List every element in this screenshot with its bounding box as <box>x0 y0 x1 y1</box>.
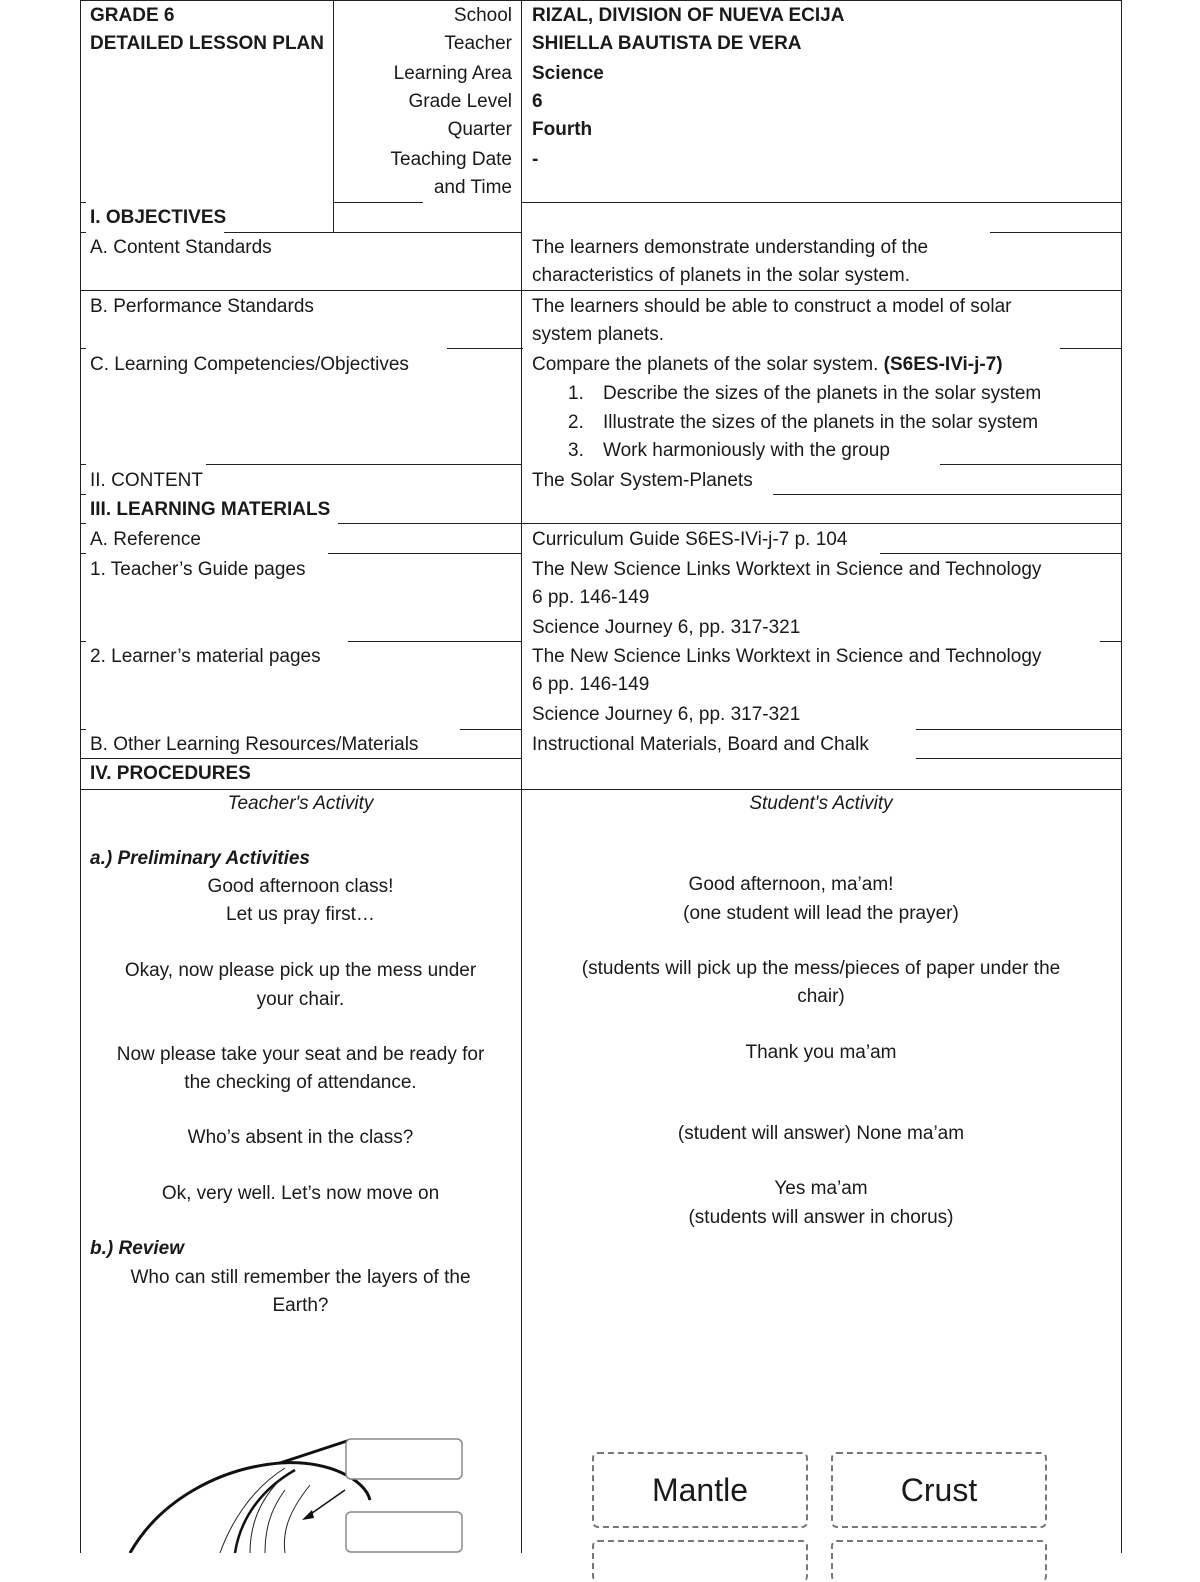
student-activity-header: Student's Activity <box>749 793 893 814</box>
school-label: School <box>453 5 512 26</box>
competency-code: (S6ES-IVi-j-7) <box>883 354 1003 375</box>
student-line-yes: Yes ma’am <box>774 1178 868 1199</box>
competency-item-2: Illustrate the sizes of the planets in the solar system <box>603 412 1039 433</box>
grade-title: GRADE 6 <box>90 5 175 26</box>
competencies-intro <box>532 351 1003 379</box>
header-divider <box>333 0 334 232</box>
learners-material-line3: Science Journey 6, pp. 317-321 <box>532 704 801 725</box>
competencies-label: C. Learning Competencies/Objectives <box>90 354 409 375</box>
crust-label-card[interactable] <box>831 1452 1047 1528</box>
learning-area-value: Science <box>532 63 604 84</box>
label-card-3[interactable] <box>592 1540 808 1582</box>
teacher-line-seat-1: Now please take your seat and be ready for <box>116 1044 485 1065</box>
learners-material-label: 2. Learner’s material pages <box>90 646 321 667</box>
teacher-value: SHIELLA BAUTISTA DE VERA <box>532 33 802 54</box>
student-line-thanks: Thank you ma’am <box>745 1042 897 1063</box>
teachers-guide-label: 1. Teacher’s Guide pages <box>90 559 306 580</box>
performance-standards-line1: The learners should be able to construct a model of solar <box>532 296 1012 317</box>
procedures-heading: IV. PROCEDURES <box>90 763 251 784</box>
content-standards-line2: characteristics of planets in the solar system. <box>532 265 911 286</box>
student-line-prayer: (one student will lead the prayer) <box>683 903 959 924</box>
teaching-time-label: and Time <box>433 177 512 198</box>
other-resources-label: B. Other Learning Resources/Materials <box>90 734 419 755</box>
competency-item-1: Describe the sizes of the planets in the solar system <box>603 383 1042 404</box>
teachers-guide-line2: 6 pp. 146-149 <box>532 587 650 608</box>
quarter-value: Fourth <box>532 119 593 140</box>
blank-label-box-2 <box>346 1512 462 1552</box>
review-line-1: Who can still remember the layers of the <box>130 1267 471 1288</box>
learners-material-line1: The New Science Links Worktext in Science and Technology <box>532 646 1042 667</box>
content-standards-line1: The learners demonstrate understanding of the <box>532 237 929 258</box>
content-standards-label: A. Content Standards <box>90 237 272 258</box>
competency-item-2-num: 2. <box>568 412 584 433</box>
teacher-line-mess-1: Okay, now please pick up the mess under <box>124 960 477 981</box>
earth-crust-outline <box>130 1463 370 1553</box>
review-heading: b.) Review <box>90 1238 184 1259</box>
learners-material-line2: 6 pp. 146-149 <box>532 674 650 695</box>
student-line-mess-2: chair) <box>797 986 845 1007</box>
teacher-line-pray: Let us pray first… <box>226 904 375 925</box>
student-line-chorus: (students will answer in chorus) <box>688 1207 954 1228</box>
teaching-date-value: - <box>532 149 539 170</box>
arrow-head <box>302 1510 314 1520</box>
content-value: The Solar System-Planets <box>532 470 753 491</box>
label-card-4[interactable] <box>831 1540 1047 1582</box>
competency-item-3: Work harmoniously with the group <box>603 440 890 461</box>
teacher-activity-header: Teacher's Activity <box>227 793 374 814</box>
other-resources-value: Instructional Materials, Board and Chalk <box>532 734 869 755</box>
reference-label: A. Reference <box>90 529 201 550</box>
student-line-mess-1: (students will pick up the mess/pieces of paper under the <box>581 958 1061 979</box>
competency-item-3-num: 3. <box>568 440 584 461</box>
content-heading: II. CONTENT <box>90 470 203 491</box>
quarter-label: Quarter <box>447 119 512 140</box>
review-line-2: Earth? <box>272 1295 329 1316</box>
plan-type-title: DETAILED LESSON PLAN <box>90 33 324 54</box>
preliminary-heading: a.) Preliminary Activities <box>90 848 311 869</box>
teachers-guide-line1: The New Science Links Worktext in Science and Technology <box>532 559 1042 580</box>
reference-value: Curriculum Guide S6ES-IVi-j-7 p. 104 <box>532 529 848 550</box>
competency-item-1-num: 1. <box>568 383 584 404</box>
mantle-label-text: Mantle <box>651 1471 749 1508</box>
teachers-guide-line3: Science Journey 6, pp. 317-321 <box>532 617 801 638</box>
earth-layers-diagram <box>110 1430 480 1553</box>
teacher-line-greeting: Good afternoon class! <box>207 876 394 897</box>
learning-area-label: Learning Area <box>393 63 512 84</box>
student-line-greeting: Good afternoon, ma’am! <box>688 874 894 895</box>
competencies-intro-text: Compare the planets of the solar system. <box>532 354 879 375</box>
teacher-line-absent: Who’s absent in the class? <box>187 1127 414 1148</box>
crust-label-text: Crust <box>900 1471 978 1508</box>
objectives-heading: I. OBJECTIVES <box>90 207 227 228</box>
student-line-none-absent: (student will answer) None ma’am <box>677 1123 965 1144</box>
mantle-label-card[interactable] <box>592 1452 808 1528</box>
teacher-line-seat-2: the checking of attendance. <box>184 1072 417 1093</box>
performance-standards-line2: system planets. <box>532 324 664 345</box>
teaching-date-label: Teaching Date <box>390 149 512 170</box>
table-top <box>80 0 1122 1</box>
teacher-label: Teacher <box>444 33 512 54</box>
blank-label-box-1 <box>346 1439 462 1479</box>
school-value: RIZAL, DIVISION OF NUEVA ECIJA <box>532 5 845 26</box>
teacher-line-move-on: Ok, very well. Let’s now move on <box>161 1183 440 1204</box>
teacher-line-mess-2: your chair. <box>256 989 345 1010</box>
materials-heading: III. LEARNING MATERIALS <box>90 499 331 520</box>
grade-level-value: 6 <box>532 91 543 112</box>
performance-standards-label: B. Performance Standards <box>90 296 314 317</box>
grade-level-label: Grade Level <box>408 91 512 112</box>
